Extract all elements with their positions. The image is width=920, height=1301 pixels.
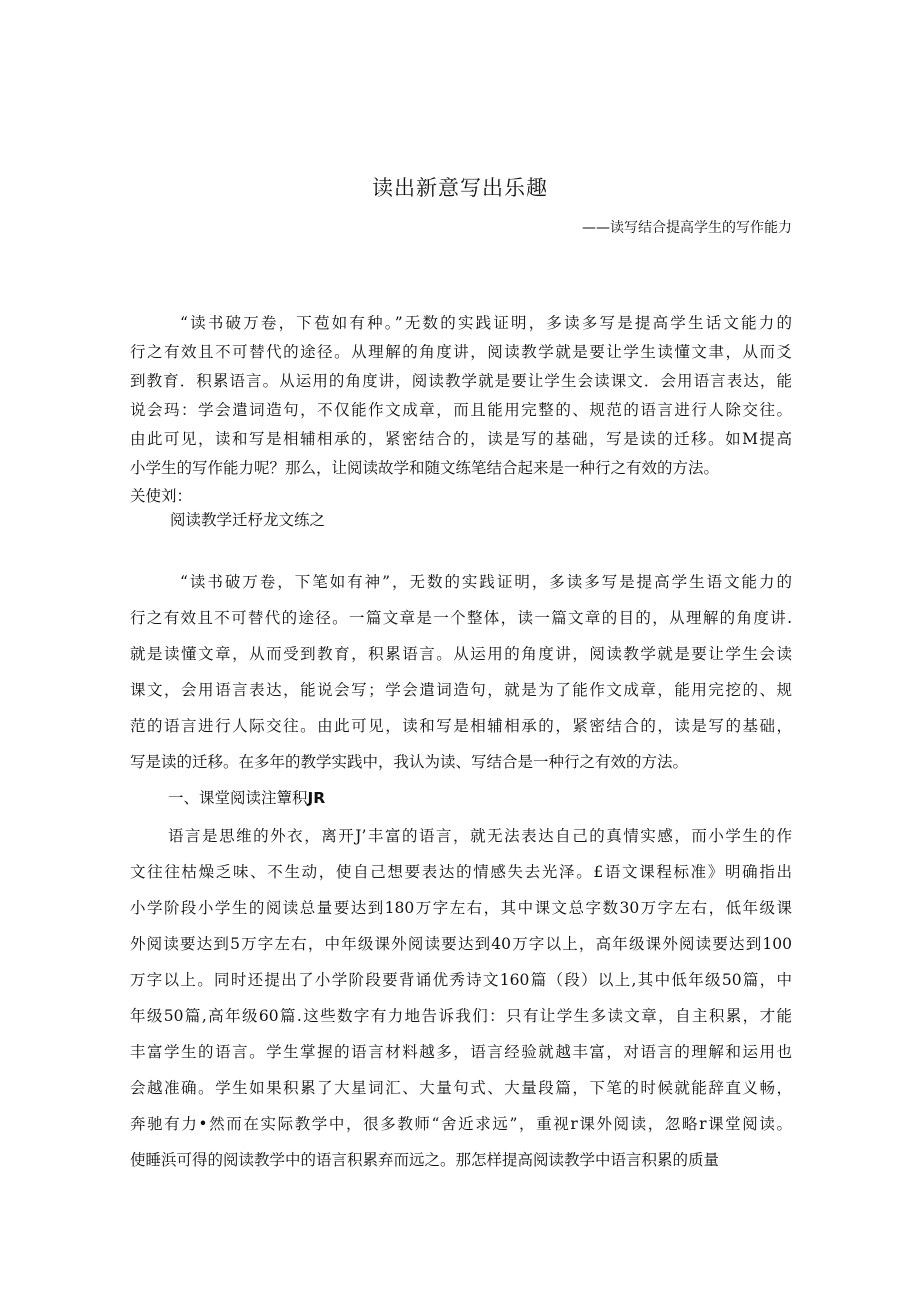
intro-line: 行之有效且不可替代的途径。一篇文章是一个整体，读一篇文章的目的，从理解的角度讲. — [130, 609, 792, 627]
body-line: 奔驰有力•然而在实际教学中，很多教师“舍近求远”，重视r课外阅读，忽略r课堂阅读。 — [130, 1115, 792, 1133]
keywords-label: 关使刘： — [130, 487, 193, 505]
body-line: 万字以上。同时还提出了小学阶段要背诵优秀诗文160篇（段）以上,其中低年级50篇，中 — [130, 971, 792, 989]
intro-line: “读书破万卷，下笔如有神”，无数的实践证明，多读多写是提高学生语文能力的 — [180, 573, 792, 591]
body-line: 文往往枯燥乏味、不生动，使自己想要表达的情感失去光泽。£语文课程标准》明确指出 — [130, 863, 792, 881]
abstract-line: 行之有效且不可替代的途径。从理解的角度讲，阅读教学就是要让学生读懂文聿，从而爻 — [130, 343, 792, 361]
body-line: 丰富学生的语言。学生掌握的语言材料越多，语言经验就越丰富，对语言的理解和运用也 — [130, 1043, 792, 1061]
abstract-line: 说会玛：学会遣词造句，不仅能作文成章，而且能用完整的、规范的语言进行人除交往。 — [130, 401, 792, 419]
body-line: 语言是思维的外衣，离开J’丰富的语言，就无法表达自己的真情实感，而小学生的作 — [168, 827, 792, 845]
abstract-line: “读书破万卷，下苞如有种。”无数的实践证明，多读多写是提高学生话文能力的 — [180, 314, 792, 332]
keywords-value: 阅读教学迁杼龙文练之 — [170, 511, 326, 529]
intro-line: 课文，会用语言表达，能说会写；学会遣词造句，就是为了能作文成章，能用完挖的、规 — [130, 681, 792, 699]
body-line: 小学阶段小学生的阅读总量要达到180万字左右，其中课文总字数30万字左右，低年级课 — [130, 899, 792, 917]
body-line: 年级50篇,高年级60篇.这些数字有力地告诉我们：只有让学生多读文章，自主积累，才能 — [130, 1007, 792, 1025]
body-line: 使睡浜可得的阅读教学中的语言积累弃而远之。那怎样提高阅读教学中语言积累的质量 — [130, 1151, 720, 1169]
intro-line: 就是读懂文章，从而受到教育，积累语言。从运用的角度讲，阅读教学就是要让学生会读 — [130, 645, 792, 663]
abstract-line: 小学生的写作能力呢？那么，让阅读故学和随文练笔结合起来是一种行之有效的方法。 — [130, 459, 720, 477]
abstract-line: 到教育．积累语言。从运用的角度讲，阅读教学就是要让学生会读课文．会用语言表达，能 — [130, 372, 792, 390]
body-line: 会越准确。学生如果积累了大星词汇、大量句式、大量段篇，下笔的时候就能辞直义畅， — [130, 1079, 792, 1097]
section-heading-text: 一、课堂阅读注簟积 — [168, 789, 308, 807]
document-title: 读出新意写出乐趣 — [372, 176, 548, 200]
abstract-line: 由此可见，读和写是相辅相承的，紧密结合的，读是写的基础，写是读的迁移。如M提高 — [130, 430, 792, 448]
body-line: 外阅读要达到5万字左右，中年级课外阅读要达到40万字以上，高年级课外阅读要达到100 — [130, 935, 792, 953]
document-subtitle: ——读写结合提高学生的写作能力 — [582, 220, 792, 236]
intro-line: 写是读的迁移。在多年的教学实践中，我认为读、写结合是一种行之有效的方法。 — [130, 753, 689, 771]
intro-line: 范的语言进行人际交往。由此可见，读和写是相辅相承的，紧密结合的，读是写的基础， — [130, 717, 792, 735]
section-heading — [168, 788, 325, 808]
section-heading-bold: JR — [307, 789, 326, 807]
